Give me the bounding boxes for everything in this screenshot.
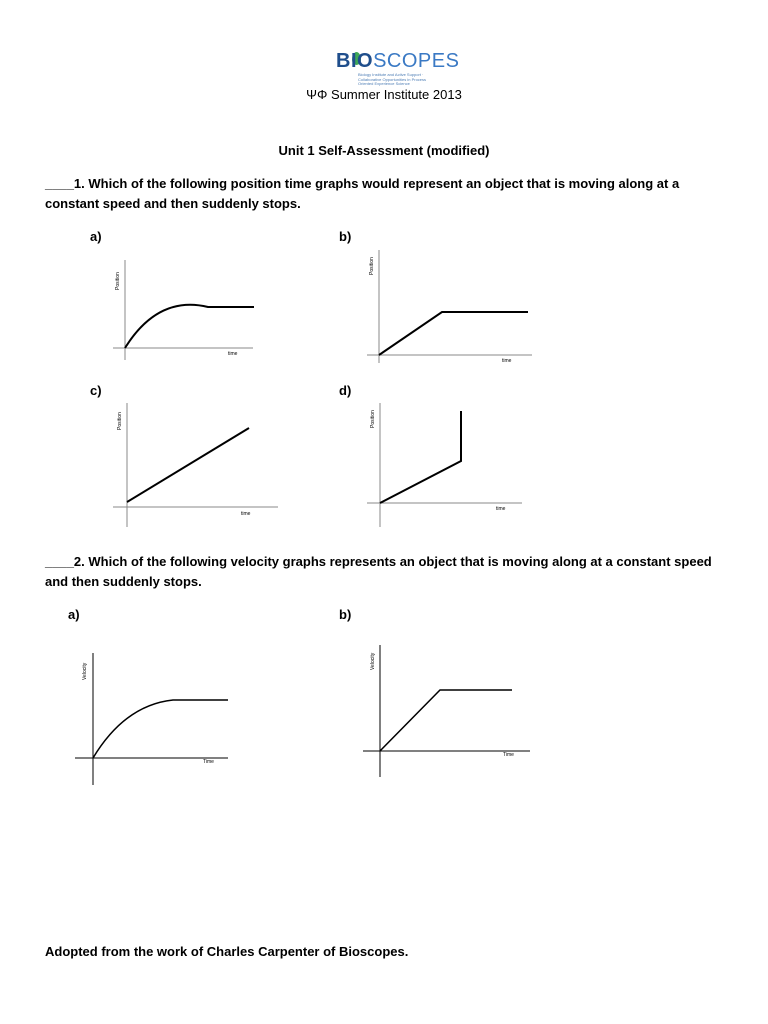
x-axis-label: time <box>502 358 512 364</box>
question-1-text: ____1. Which of the following position time graphs would represent an object that is moving along at a constant speed and then suddenly stops. <box>45 176 680 211</box>
x-axis-label: time <box>496 506 506 512</box>
x-axis-label: Time <box>203 759 214 765</box>
footer-credit: Adopted from the work of Charles Carpenter of Bioscopes. <box>45 944 409 959</box>
graph-line <box>93 700 228 758</box>
graph-line <box>379 312 528 355</box>
q1-graph-c <box>108 400 283 530</box>
y-axis-label: Velocity <box>82 662 88 680</box>
q1-graph-b <box>362 245 537 370</box>
q2-graph-a <box>70 650 235 790</box>
q1-option-d-label: d) <box>339 383 352 398</box>
graph-line <box>125 305 254 348</box>
x-axis-label: Time <box>503 752 514 758</box>
graph-line <box>380 411 461 503</box>
q2-graph-b <box>360 642 535 782</box>
y-axis-label: Position <box>115 272 121 290</box>
bioscopes-logo <box>336 50 460 86</box>
y-axis-label: Velocity <box>370 652 376 670</box>
institute-subtitle: ΨΦ Summer Institute 2013 <box>306 87 462 102</box>
y-axis-label: Position <box>117 412 123 430</box>
q1-option-c-label: c) <box>90 383 102 398</box>
y-axis-label: Position <box>369 257 375 275</box>
q1-graph-a <box>108 255 268 365</box>
graph-line <box>380 690 512 751</box>
logo-wordmark: BIOSCOPES <box>336 50 460 72</box>
page-title: Unit 1 Self-Assessment (modified) <box>278 143 490 158</box>
x-axis-label: time <box>228 351 238 357</box>
q2-option-b-label: b) <box>339 607 352 622</box>
q2-option-a-label: a) <box>68 607 80 622</box>
q1-option-b-label: b) <box>339 229 352 244</box>
q1-graph-d <box>362 400 527 530</box>
question-2-text: ____2. Which of the following velocity graphs represents an object that is moving along at a constant speed and then suddenly stops. <box>45 554 712 589</box>
x-axis-label: time <box>241 511 251 517</box>
q1-option-a-label: a) <box>90 229 102 244</box>
logo-tagline: Biology Institute and Active Support · Collaborative Opportunities in Process Oriented Experience Science <box>358 72 427 86</box>
y-axis-label: Position <box>370 410 376 428</box>
graph-line <box>127 428 249 502</box>
